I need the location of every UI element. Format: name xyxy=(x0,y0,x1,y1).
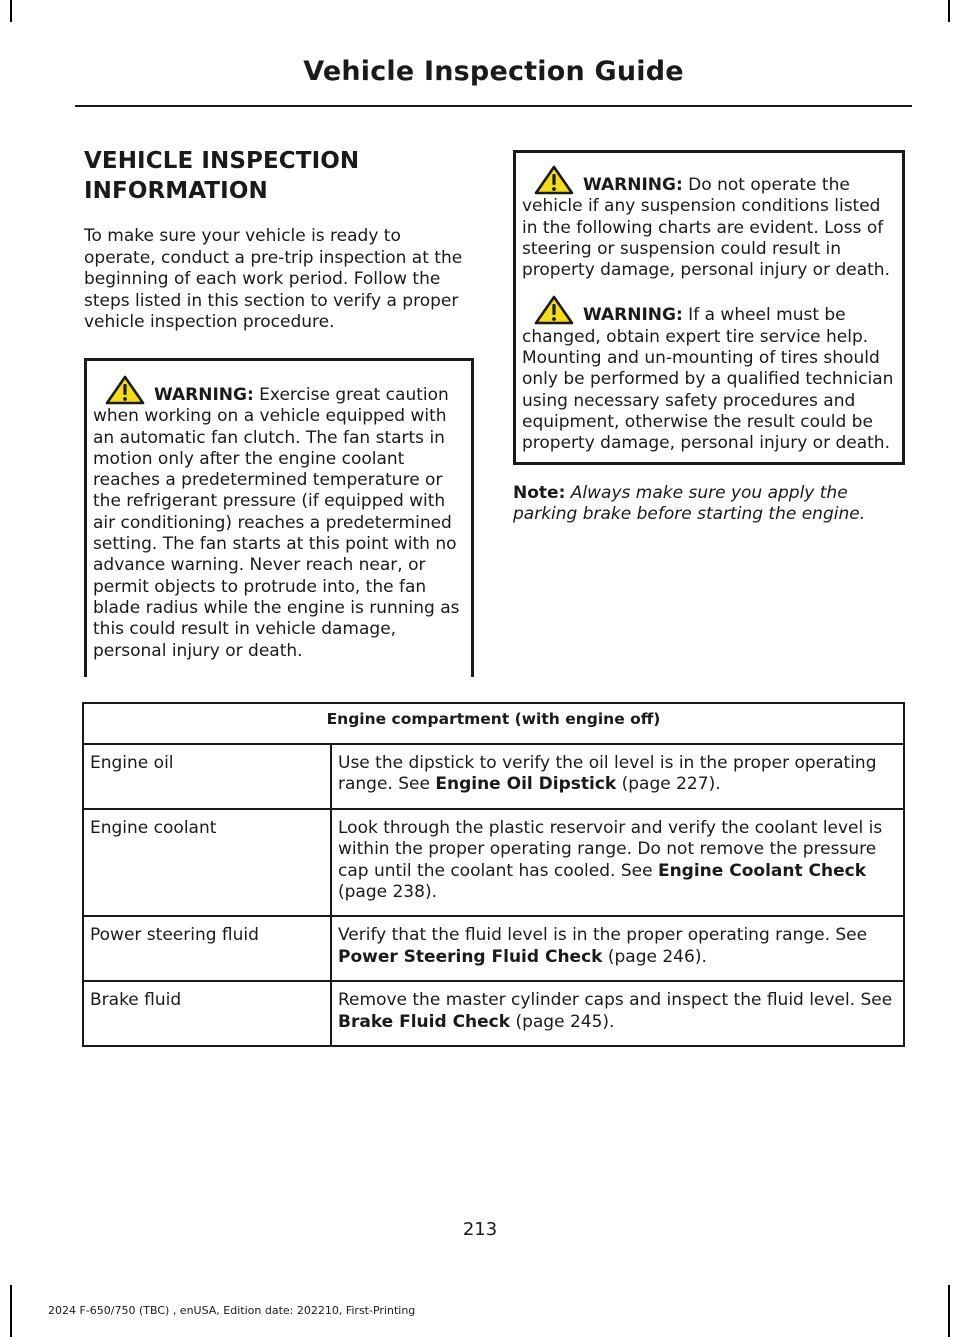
crop-mark-top-right xyxy=(948,0,950,22)
warning-label: WARNING: xyxy=(154,384,254,405)
description-text: Look through the plastic reservoir and verify the coolant level is within the proper operating range. Do not remove the pressure cap until the coolant has cooled. See xyxy=(338,817,883,881)
edition-footer: 2024 F-650/750 (TBC) , enUSA, Edition date: 202210, First-Printing xyxy=(48,1304,416,1317)
section-title xyxy=(84,146,474,206)
warning-paragraph xyxy=(522,295,894,454)
page-reference: (page 227). xyxy=(616,774,721,795)
section-title-line-1: VEHICLE INSPECTION xyxy=(84,148,360,174)
note-label: Note: xyxy=(513,482,566,503)
page-reference: (page 246). xyxy=(602,946,707,967)
warning-text: Exercise great caution when working on a vehicle equipped with an automatic fan clutch. The fan starts in motion only after the engine coolant reaches a predetermined temperature or the refrigerant pressure (if equipped with air conditioning) reaches a predetermined setting. The fan starts at this point with no advance warning. Never reach near, or permit objects to protrude into, the fan blade radius while the engine is running as this could result in vehicle damage, personal injury or death. xyxy=(93,384,460,661)
table-header-row xyxy=(83,703,904,744)
warning-paragraph xyxy=(93,375,463,662)
note-text: Always make sure you apply the parking brake before starting the engine. xyxy=(513,482,866,525)
table-row xyxy=(83,981,904,1046)
cross-reference-link[interactable]: Engine Oil Dipstick xyxy=(435,774,617,795)
crop-mark-top-left xyxy=(10,0,12,22)
suspension-and-wheel-warnings xyxy=(513,150,905,465)
cross-reference-link[interactable]: Engine Coolant Check xyxy=(657,860,867,881)
cross-reference-link[interactable]: Brake Fluid Check xyxy=(338,1011,511,1032)
right-column xyxy=(513,150,905,526)
crop-mark-bottom-left xyxy=(10,1285,12,1337)
fan-clutch-warning xyxy=(84,358,474,677)
warning-triangle-icon xyxy=(534,295,574,325)
description-text: Verify that the fluid level is in the proper operating range. See xyxy=(338,925,868,946)
table-description-cell xyxy=(331,744,904,809)
left-column xyxy=(84,146,474,677)
description-text: Use the dipstick to verify the oil level is in the proper operating range. See xyxy=(338,753,877,795)
table-description-cell xyxy=(331,981,904,1046)
table-title: Engine compartment (with engine off) xyxy=(83,703,904,744)
cross-reference-link[interactable]: Power Steering Fluid Check xyxy=(338,946,603,967)
warning-paragraph xyxy=(522,165,894,281)
table-description-cell xyxy=(331,809,904,917)
page-header-title: Vehicle Inspection Guide xyxy=(303,56,684,87)
table-row xyxy=(83,809,904,917)
intro-paragraph: To make sure your vehicle is ready to operate, conduct a pre-trip inspection at the beginning of each work period. Follow the steps listed in this section to verify a proper vehicle inspection procedure. xyxy=(84,226,463,333)
section-title-line-2: INFORMATION xyxy=(84,178,268,204)
engine-compartment-table xyxy=(82,702,905,1047)
warning-label: WARNING: xyxy=(583,305,683,326)
table-row xyxy=(83,916,904,981)
warning-text: Do not operate the vehicle if any suspension conditions listed in the following charts are evident. Loss of steering or suspension could result in property damage, personal injury or death. xyxy=(522,175,890,281)
table-item-cell: Brake fluid xyxy=(83,981,331,1046)
page-reference: (page 245). xyxy=(510,1011,615,1032)
warning-triangle-icon xyxy=(534,165,574,195)
warning-triangle-icon xyxy=(105,375,145,405)
warning-label: WARNING: xyxy=(583,175,683,195)
page-number: 213 xyxy=(462,1219,498,1240)
description-text: Remove the master cylinder caps and inspect the fluid level. See xyxy=(338,990,893,1011)
table-item-cell: Engine coolant xyxy=(83,809,331,917)
table-item-cell: Engine oil xyxy=(83,744,331,809)
header-rule xyxy=(75,105,912,107)
table-row xyxy=(83,744,904,809)
table-item-cell: Power steering fluid xyxy=(83,916,331,981)
page-reference: (page 238). xyxy=(338,882,437,903)
note-paragraph xyxy=(513,483,905,526)
table-description-cell xyxy=(331,916,904,981)
warning-text: If a wheel must be changed, obtain expert tire service help. Mounting and un-mounting of tires should only be performed by a qualified technician using necessary safety procedures and equipment, otherwise the result could be property damage, personal injury or death. xyxy=(522,305,894,454)
crop-mark-bottom-right xyxy=(948,1285,950,1337)
